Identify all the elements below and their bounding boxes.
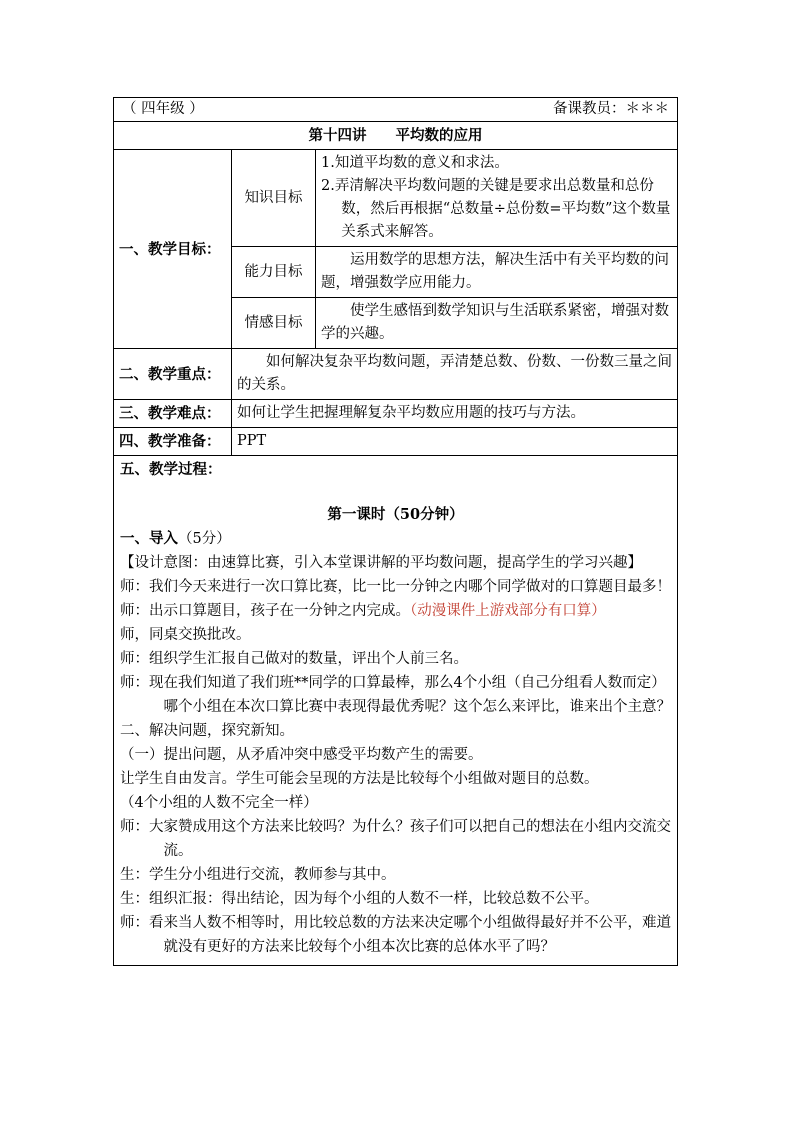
intro-heading: 一、导入（5分） [120,530,231,547]
process-line-1: 师：我们今天来进行一次口算比赛，比一比一分钟之内哪个同学做对的口算题目最多！ [120,579,671,595]
process-line-9: （4个小组的人数不完全一样） [120,795,318,811]
preparation-text: PPT [232,428,678,456]
header-row [114,98,678,122]
ability-text: 运用数学的思想方法，解决生活中有关平均数的问题，增强数学应用能力。 [316,247,678,298]
emotion-label: 情感目标 [232,298,316,349]
lesson-title: 第十四讲 平均数的应用 [114,122,678,150]
process-row [114,456,678,966]
objective-knowledge-row [114,150,678,247]
process-line-2: 师：出示口算题目，孩子在一分钟之内完成。（动漫课件上游戏部分有口算） [120,603,606,619]
grade-label: （ 四年级 ） [122,101,204,117]
process-cell [114,456,678,966]
process-line-12: 生：组织汇报：得出结论，因为每个小组的人数不一样，比较总数不公平。 [120,891,599,907]
title-row [114,122,678,150]
process-line-3: 师，同桌交换批改。 [120,627,251,643]
process-label: 五、教学过程： [120,461,222,478]
lesson-plan-table [113,97,678,966]
key-points-text: 如何解决复杂平均数问题，弄清楚总数、份数、一份数三量之间的关系。 [232,349,678,400]
knowledge-label: 知识目标 [232,150,316,247]
knowledge-content [316,150,678,247]
process-line-13: 师：看来当人数不相等时，用比较总数的方法来决定哪个小组做得最好并不公平，难道就没有更好的方法来比较每个小组本次比赛的总体水平了吗？ [120,915,671,955]
objectives-label: 一、教学目标： [114,150,232,349]
red-note: （动漫课件上游戏部分有口算） [410,603,606,619]
process-line-10: 师：大家赞成用这个方法来比较吗？为什么？孩子们可以把自己的想法在小组内交流交流。 [120,819,671,859]
process-line-11: 生：学生分小组进行交流，教师参与其中。 [120,867,396,883]
knowledge-item-2: 2.弄清解决平均数问题的关键是要求出总数量和总份数，然后再根据“总数量÷总份数=平均数”这个数量关系式来解答。 [321,178,671,240]
emotion-text: 使学生感悟到数学知识与生活联系紧密，增强对数学的兴趣。 [316,298,678,349]
process-line-5: 师：现在我们知道了我们班**同学的口算最棒，那么4个小组（自己分组看人数而定）哪个小组在本次口算比赛中表现得最优秀呢？这个怎么来评比，谁来出个主意？ [120,675,671,715]
process-line-8: 让学生自由发言。学生可能会呈现的方法是比较每个小组做对题目的总数。 [120,771,599,787]
process-line-6: 二、解决问题，探究新知。 [120,723,294,739]
process-line-4: 师：组织学生汇报自己做对的数量，评出个人前三名。 [120,651,468,667]
knowledge-item-1: 1.知道平均数的意义和求法。 [321,155,509,171]
ability-label: 能力目标 [232,247,316,298]
difficulties-text: 如何让学生把握理解复杂平均数应用题的技巧与方法。 [232,400,678,428]
key-points-label: 二、教学重点： [114,349,232,400]
difficulties-row [114,400,678,428]
preparation-row [114,428,678,456]
period-title: 第一课时（50分钟） [327,506,464,523]
preparation-label: 四、教学准备： [114,428,232,456]
design-intent: 【设计意图：由速算比赛，引入本堂课讲解的平均数问题，提高学生的学习兴趣】 [120,555,642,571]
teacher-label: 备课教员：＊＊＊ [553,101,670,117]
process-line-7: （一）提出问题，从矛盾冲突中感受平均数产生的需要。 [120,747,483,763]
difficulties-label: 三、教学难点： [114,400,232,428]
key-points-row [114,349,678,400]
